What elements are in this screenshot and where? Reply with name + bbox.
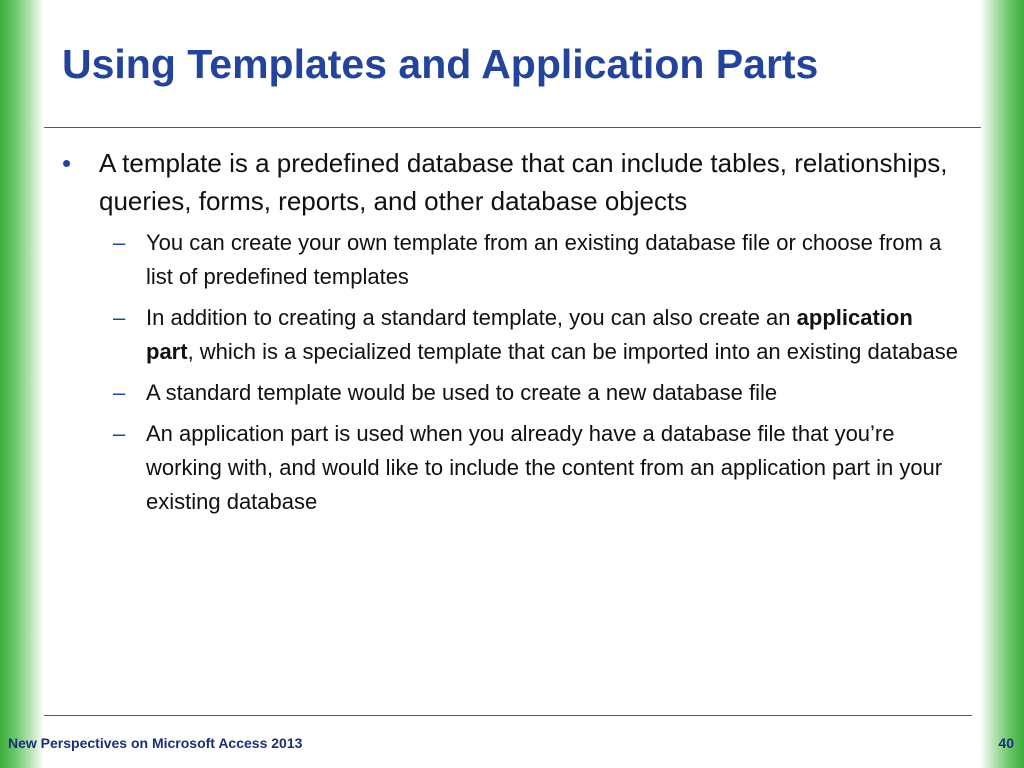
left-green-border [0,0,44,768]
title-divider [44,127,981,128]
dash-icon: – [113,421,126,446]
dash-icon: – [113,380,126,405]
sub-bullet-text-after: , which is a specialized template that can be imported into an existing database [187,339,959,364]
bullet-dot-icon: • [62,148,72,178]
slide-content [62,144,962,526]
application-part-term: application part [146,305,913,364]
dash-icon: – [113,305,126,330]
main-bullet-text: A template is a predefined database that can include tables, relationships, queries, forms, reports, and other database objects [99,148,948,216]
sub-bullet-list [62,226,962,519]
sub-bullet [62,226,962,294]
dash-icon: – [113,230,126,255]
footer-text: New Perspectives on Microsoft Access 2013 [8,735,303,751]
sub-bullet-text: An application part is used when you already have a database file that you’re working with, and would like to include the content from an application part in your existing database [146,421,943,514]
sub-bullet-text: A standard template would be used to create a new database file [146,380,778,405]
right-green-border [980,0,1024,768]
sub-bullet [62,376,962,410]
sub-bullet [62,301,962,369]
slide-title: Using Templates and Application Parts [62,41,819,87]
sub-bullet-text: You can create your own template from an existing database file or choose from a list of predefined templates [146,230,942,289]
slide-number: 40 [998,735,1014,751]
sub-bullet [62,417,962,519]
sub-bullet-text-before: In addition to creating a standard template, you can also create an [146,305,797,330]
footer-divider [44,715,972,716]
main-bullet [62,144,962,220]
